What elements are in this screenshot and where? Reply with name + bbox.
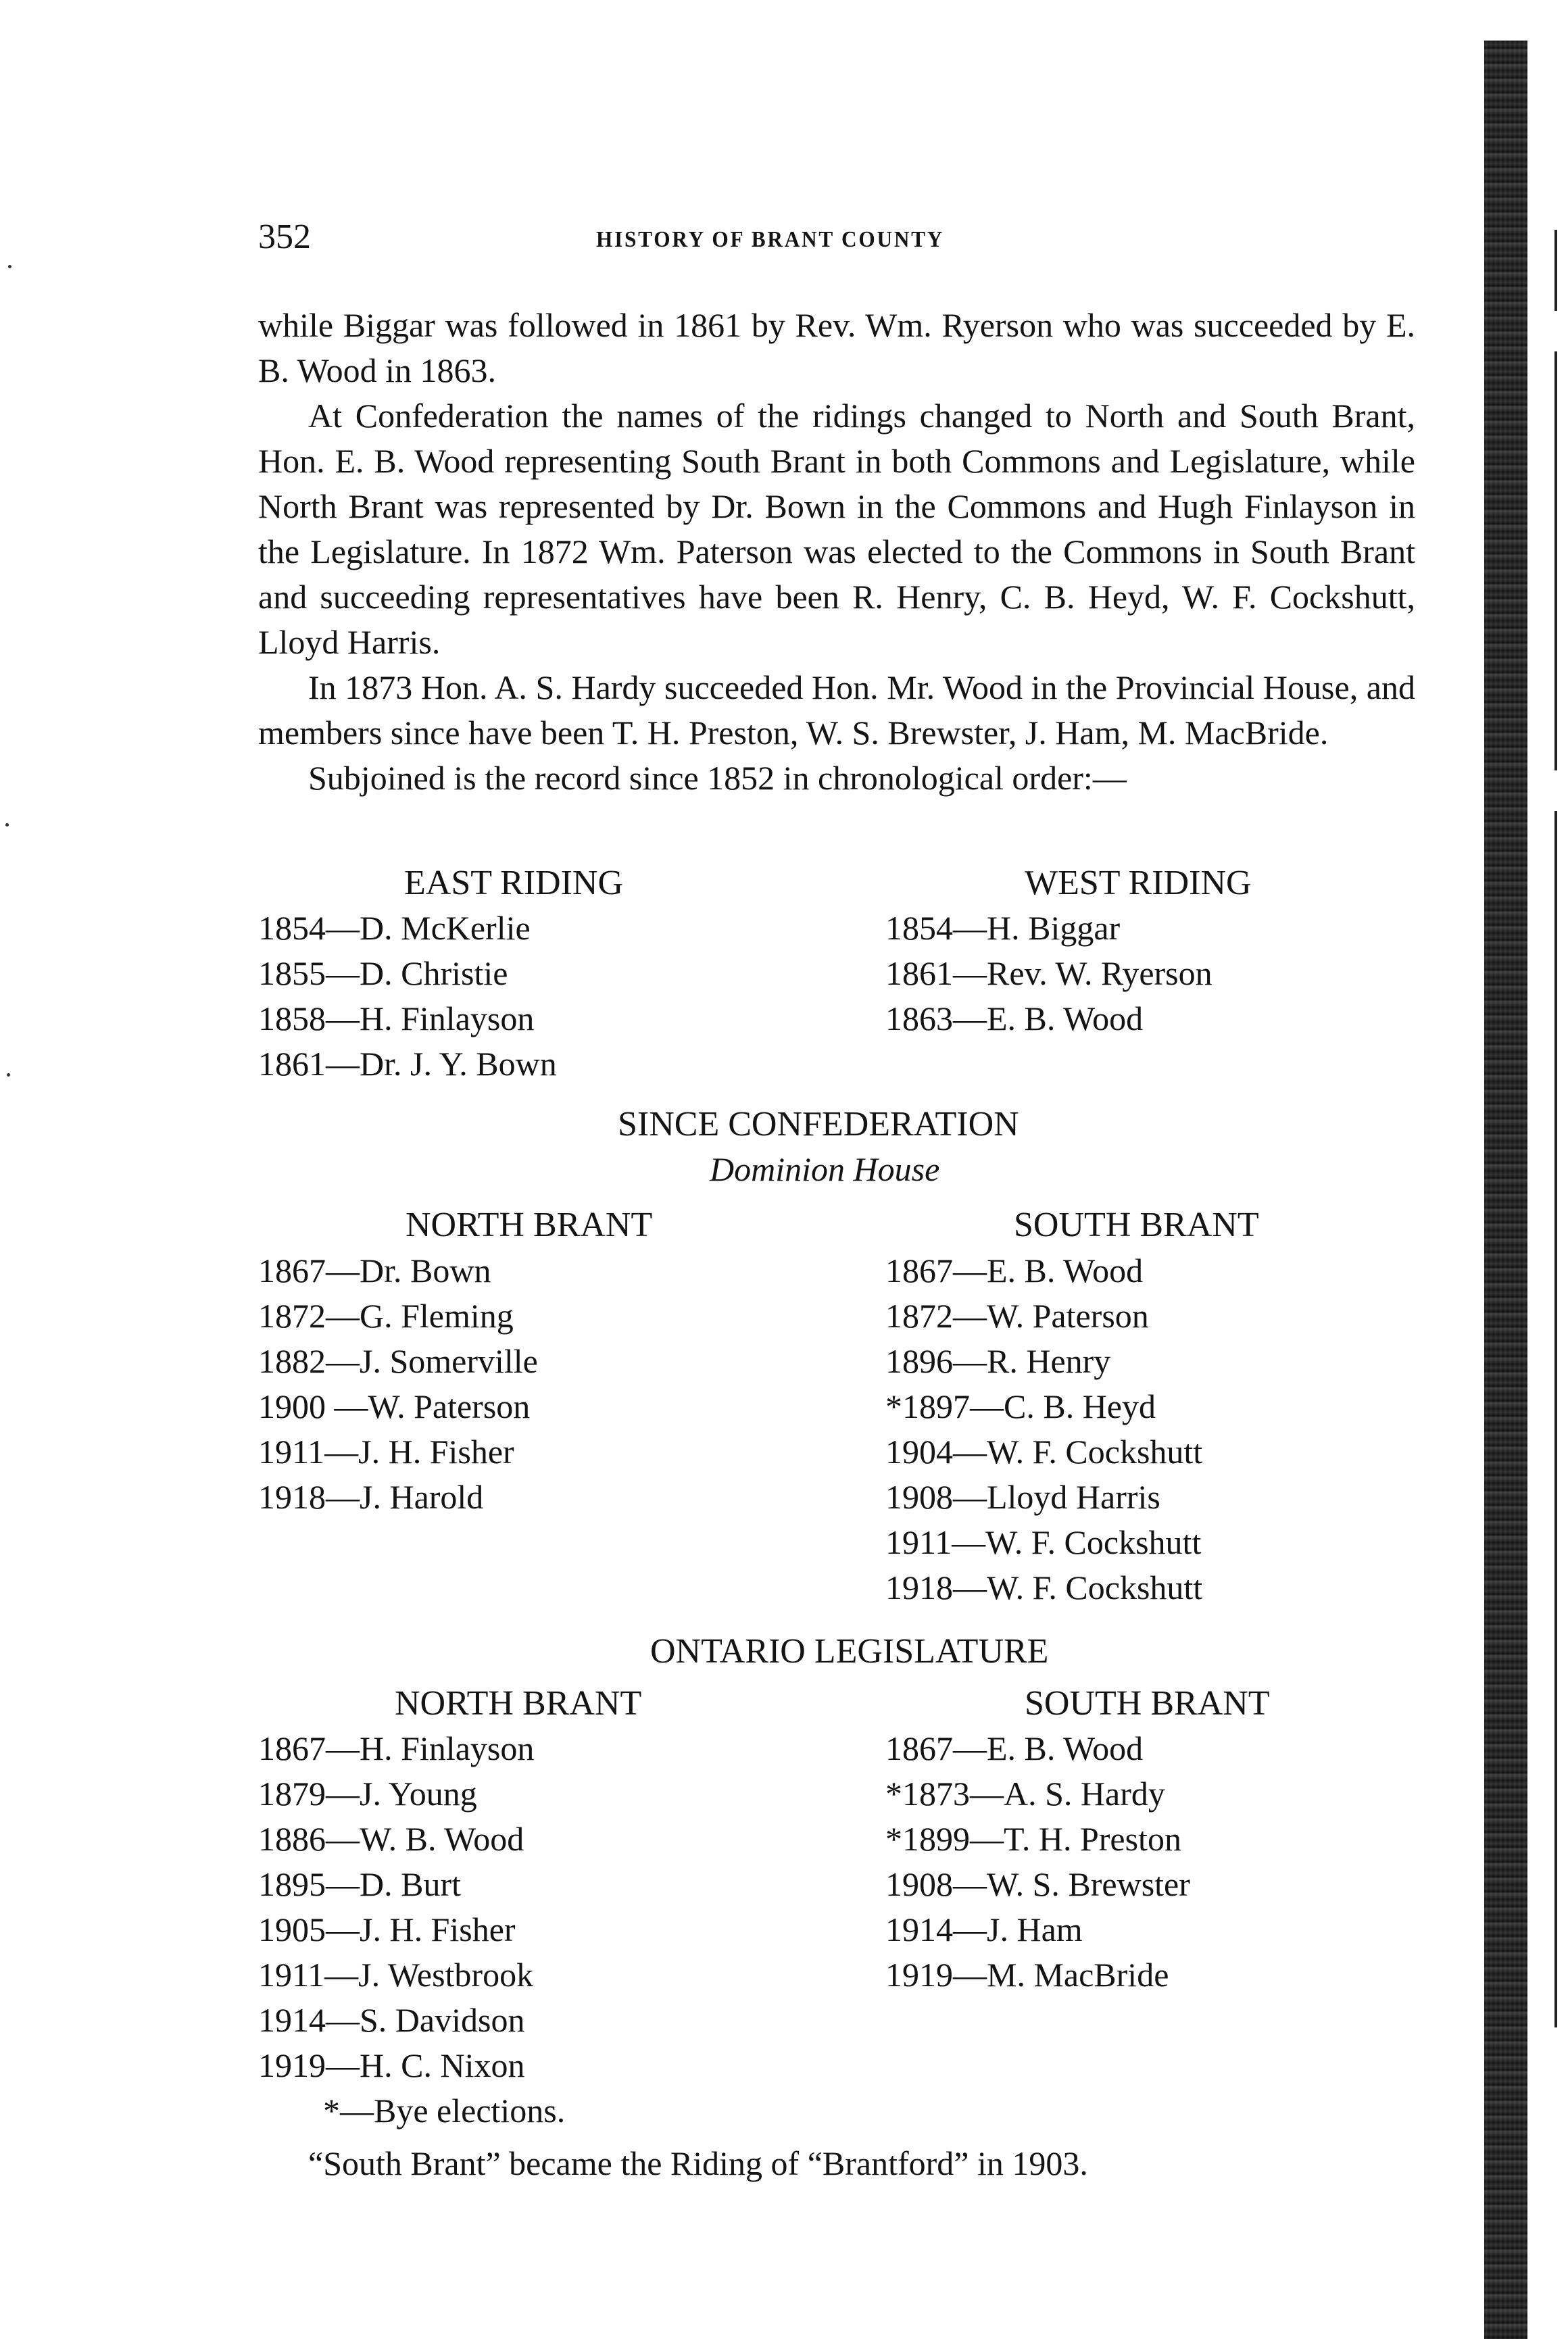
body-text <box>258 303 1415 801</box>
dominion-south-brant-list <box>885 1248 1202 1610</box>
list-item: 1861—Rev. W. Ryerson <box>885 954 1212 992</box>
legislature-north-brant-heading: NORTH BRANT <box>395 1684 642 1723</box>
page-edge-line <box>1554 811 1557 2027</box>
list-item: 1867—E. B. Wood <box>885 1252 1144 1289</box>
page-edge-line <box>1554 230 1557 311</box>
list-item: 1908—W. S. Brewster <box>885 1865 1190 1903</box>
bye-elections-footnote: *—Bye elections. <box>323 2092 566 2129</box>
list-item: 1911—J. Westbrook <box>258 1956 534 1994</box>
list-item: 1882—J. Somerville <box>258 1342 538 1380</box>
list-item: 1911—W. F. Cockshutt <box>885 1523 1202 1561</box>
scan-speck <box>7 1073 10 1077</box>
west-riding-heading: WEST RIDING <box>1025 864 1252 902</box>
list-item: *1899—T. H. Preston <box>885 1820 1181 1858</box>
scan-speck <box>8 265 11 268</box>
running-head: HISTORY OF BRANT COUNTY <box>596 227 945 252</box>
list-item: 1854—H. Biggar <box>885 909 1121 947</box>
list-item: 1879—J. Young <box>258 1775 477 1813</box>
list-item: 1896—R. Henry <box>885 1342 1111 1380</box>
page-edge-line <box>1554 351 1557 770</box>
list-item: 1914—S. Davidson <box>258 2001 525 2039</box>
dominion-house-subheading: Dominion House <box>710 1150 940 1188</box>
east-riding-list <box>258 906 557 1087</box>
paragraph: In 1873 Hon. A. S. Hardy succeeded Hon. Mr. Wood in the Provincial House, and members since have been T. H. Preston, W. S. Brewster, J. Ham, M. MacBride. <box>258 668 1415 752</box>
list-item: 1886—W. B. Wood <box>258 1820 524 1858</box>
dominion-north-brant-list <box>258 1248 538 1520</box>
west-riding-list <box>885 906 1212 1041</box>
list-item: 1855—D. Christie <box>258 954 508 992</box>
binding-edge-strip <box>1484 41 1527 2339</box>
list-item: 1867—E. B. Wood <box>885 1729 1144 1767</box>
paragraph: Subjoined is the record since 1852 in chronological order:— <box>308 759 1127 797</box>
dominion-south-brant-heading: SOUTH BRANT <box>1014 1206 1259 1244</box>
list-item: 1918—J. Harold <box>258 1478 484 1516</box>
legislature-north-brant-list <box>258 1726 534 2088</box>
list-item: 1905—J. H. Fisher <box>258 1911 516 1948</box>
list-item: 1900 —W. Paterson <box>258 1387 531 1425</box>
list-item: 1919—M. MacBride <box>885 1956 1169 1994</box>
list-item: 1872—G. Fleming <box>258 1297 514 1335</box>
legislature-south-brant-heading: SOUTH BRANT <box>1025 1684 1270 1723</box>
list-item: 1872—W. Paterson <box>885 1297 1149 1335</box>
list-item: 1895—D. Burt <box>258 1865 461 1903</box>
page-header <box>258 215 1421 260</box>
list-item: 1867—H. Finlayson <box>258 1729 535 1767</box>
since-confederation-heading: SINCE CONFEDERATION <box>618 1105 1019 1143</box>
paragraph: At Confederation the names of the ridings changed to North and South Brant, Hon. E. B. Wood representing South Brant in both Commons and Legislature, while North Brant was represented by Dr. Bown in the Commons and Hugh Finlayson in the Legislature. In 1872 Wm. Paterson was elected to the Commons in South Brant and succeeding representatives have been R. Henry, C. B. Heyd, W. F. Cockshutt, Lloyd Harris. <box>258 397 1415 661</box>
list-item: *1873—A. S. Hardy <box>885 1775 1165 1813</box>
list-item: 1854—D. McKerlie <box>258 909 531 947</box>
page-number: 352 <box>258 218 311 256</box>
list-item: 1861—Dr. J. Y. Bown <box>258 1045 557 1083</box>
list-item: 1914—J. Ham <box>885 1911 1083 1948</box>
list-item: 1908—Lloyd Harris <box>885 1478 1160 1516</box>
list-item: 1904—W. F. Cockshutt <box>885 1433 1203 1471</box>
list-item: 1863—E. B. Wood <box>885 1000 1144 1037</box>
list-item: *1897—C. B. Heyd <box>885 1387 1156 1425</box>
riding-rename-note: “South Brant” became the Riding of “Brantford” in 1903. <box>308 2144 1088 2182</box>
list-item: 1918—W. F. Cockshutt <box>885 1569 1203 1606</box>
ontario-legislature-heading: ONTARIO LEGISLATURE <box>650 1632 1049 1671</box>
list-item: 1911—J. H. Fisher <box>258 1433 514 1471</box>
list-item: 1919—H. C. Nixon <box>258 2046 525 2084</box>
paragraph: while Biggar was followed in 1861 by Rev. Wm. Ryerson who was succeeded by E. B. Wood in 1863. <box>258 306 1415 389</box>
legislature-south-brant-list <box>885 1726 1190 1998</box>
scan-speck <box>5 823 9 827</box>
east-riding-heading: EAST RIDING <box>404 864 624 902</box>
list-item: 1858—H. Finlayson <box>258 1000 535 1037</box>
list-item: 1867—Dr. Bown <box>258 1252 491 1289</box>
dominion-north-brant-heading: NORTH BRANT <box>406 1206 653 1244</box>
